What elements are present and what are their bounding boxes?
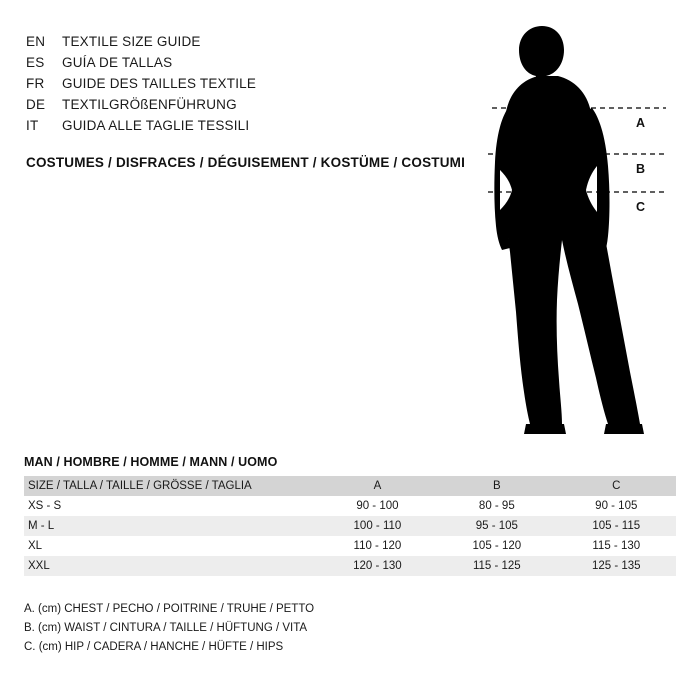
measure-label-group: [628, 20, 668, 440]
measure-label-a: A: [636, 116, 646, 130]
header-b: B: [437, 476, 556, 496]
header-a: A: [318, 476, 437, 496]
language-text: TEXTILGRÖßENFÜHRUNG: [62, 97, 237, 112]
cell-b: 105 - 120: [437, 536, 556, 556]
header-size: SIZE / TALLA / TAILLE / GRÖSSE / TAGLIA: [24, 476, 318, 496]
measurement-legend: [24, 600, 624, 657]
cell-c: 125 - 135: [557, 556, 676, 576]
legend-row-b: B. (cm) WAIST / CINTURA / TAILLE / HÜFTUNG / VITA: [24, 622, 308, 634]
language-row: [26, 76, 446, 97]
cell-b: 80 - 95: [437, 496, 556, 516]
language-row: [26, 118, 446, 139]
header-c: C: [557, 476, 676, 496]
table-row: [24, 556, 676, 576]
language-text: TEXTILE SIZE GUIDE: [62, 34, 201, 49]
cell-size: XS - S: [24, 496, 318, 516]
cell-b: 115 - 125: [437, 556, 556, 576]
table-body: [24, 496, 676, 576]
legend-row-a: A. (cm) CHEST / PECHO / POITRINE / TRUHE / PETTO: [24, 603, 315, 615]
cell-size: XL: [24, 536, 318, 556]
size-table-section: [24, 455, 676, 576]
language-code: EN: [26, 34, 46, 49]
cell-c: 115 - 130: [557, 536, 676, 556]
table-head: [24, 476, 676, 496]
measure-label-b: B: [636, 162, 646, 176]
language-text: GUÍA DE TALLAS: [62, 55, 173, 70]
category-line: COSTUMES / DISFRACES / DÉGUISEMENT / KOSTÜME / COSTUMI: [26, 155, 466, 170]
table-title: MAN / HOMBRE / HOMME / MANN / UOMO: [24, 455, 278, 469]
language-text: GUIDA ALLE TAGLIE TESSILI: [62, 118, 250, 133]
language-row: [26, 34, 446, 55]
legend-row-c: C. (cm) HIP / CADERA / HANCHE / HÜFTE / HIPS: [24, 641, 284, 653]
cell-a: 110 - 120: [318, 536, 437, 556]
language-code: DE: [26, 97, 46, 112]
cell-size: XXL: [24, 556, 318, 576]
cell-a: 100 - 110: [318, 516, 437, 536]
table-row: [24, 536, 676, 556]
table-row: [24, 496, 676, 516]
table-header-row: [24, 476, 676, 496]
cell-b: 95 - 105: [437, 516, 556, 536]
language-text: GUIDE DES TAILLES TEXTILE: [62, 76, 257, 91]
cell-c: 90 - 105: [557, 496, 676, 516]
language-code: ES: [26, 55, 45, 70]
language-row: [26, 97, 446, 118]
cell-c: 105 - 115: [557, 516, 676, 536]
size-table: [24, 476, 676, 576]
cell-a: 120 - 130: [318, 556, 437, 576]
table-row: [24, 516, 676, 536]
cell-a: 90 - 100: [318, 496, 437, 516]
language-code: FR: [26, 76, 45, 91]
measure-label-c: C: [636, 200, 646, 214]
language-row: [26, 55, 446, 76]
silhouette-shape: [494, 26, 644, 434]
cell-size: M - L: [24, 516, 318, 536]
language-code: IT: [26, 118, 39, 133]
language-list: [26, 34, 446, 139]
